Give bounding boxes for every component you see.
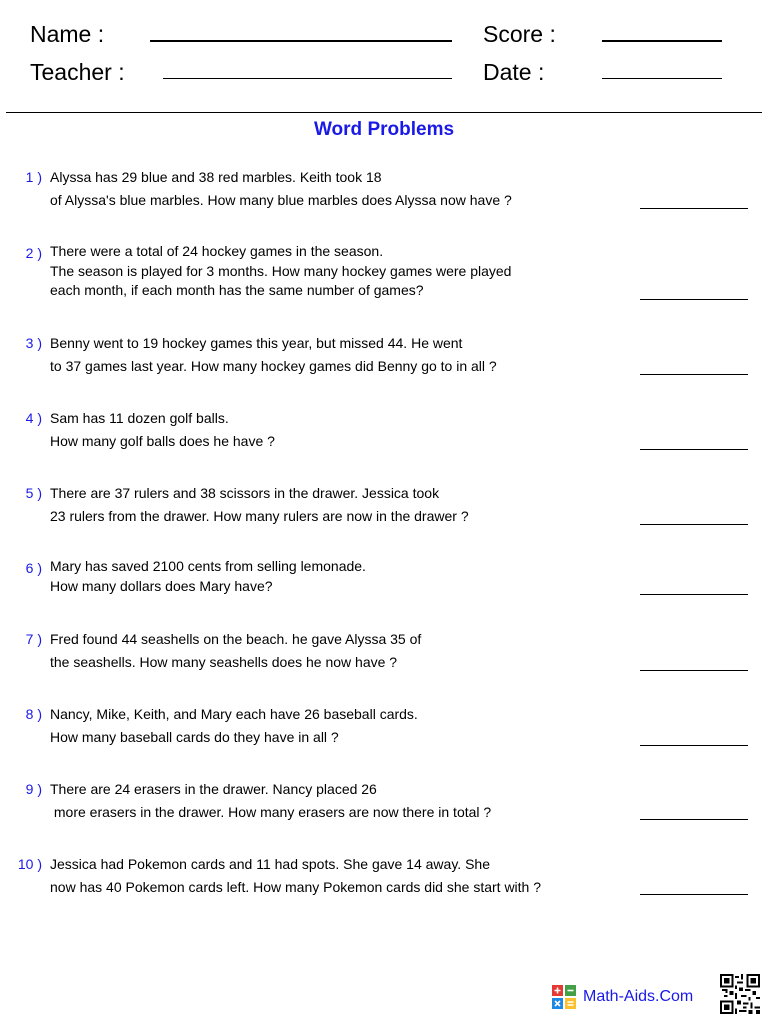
problem-line: now has 40 Pokemon cards left. How many Pokemon cards did she start with ? [50, 879, 542, 895]
answer-line[interactable] [640, 374, 748, 375]
date-field-line[interactable] [602, 78, 722, 79]
problem-line: The season is played for 3 months. How many hockey games were played [50, 262, 512, 279]
answer-line[interactable] [640, 208, 748, 209]
problem-line: Mary has saved 2100 cents from selling lemonade. [50, 558, 366, 574]
answer-line[interactable] [640, 819, 748, 820]
problem-number: 10 ) [17, 856, 42, 872]
answer-line[interactable] [640, 299, 748, 300]
problem-line: Jessica had Pokemon cards and 11 had spots. She gave 14 away. She [50, 856, 490, 872]
answer-line[interactable] [640, 524, 748, 525]
header-divider [6, 112, 762, 113]
answer-line[interactable] [640, 670, 748, 671]
answer-line[interactable] [640, 594, 748, 595]
answer-line[interactable] [640, 894, 748, 895]
problem-text [50, 703, 610, 749]
problem-number: 1 ) [25, 169, 42, 185]
problem-line: 23 rulers from the drawer. How many rulers are now in the drawer ? [50, 508, 469, 524]
answer-line[interactable] [640, 745, 748, 746]
problem-text [50, 778, 610, 824]
problem-number: 5 ) [25, 485, 42, 501]
problem-line: There are 37 rulers and 38 scissors in the drawer. Jessica took [50, 485, 440, 501]
problem-text [50, 482, 610, 528]
qr-code-icon [720, 974, 760, 1014]
name-field-line[interactable] [150, 40, 452, 42]
problem-text [50, 853, 610, 899]
problem-line: How many baseball cards do they have in all ? [50, 729, 339, 745]
answer-line[interactable] [640, 449, 748, 450]
problem-text [50, 166, 610, 212]
problem-line: Benny went to 19 hockey games this year, but missed 44. He went [50, 335, 463, 351]
date-label: Date : [483, 59, 545, 85]
site-name[interactable]: Math-Aids.Com [583, 988, 694, 1005]
problem-number: 8 ) [25, 706, 42, 722]
calculator-icon [552, 985, 576, 1009]
problem-line: There were a total of 24 hockey games in the season. [50, 243, 384, 259]
problem-line: Sam has 11 dozen golf balls. [50, 410, 229, 426]
teacher-label: Teacher : [30, 59, 125, 85]
problem-number: 6 ) [25, 560, 42, 576]
problem-line: more erasers in the drawer. How many erasers are now there in total ? [50, 804, 492, 820]
problem-number: 2 ) [25, 245, 42, 261]
worksheet-title: Word Problems [313, 119, 455, 140]
teacher-field-line[interactable] [163, 78, 452, 79]
problem-text [50, 557, 610, 596]
problem-line: How many dollars does Mary have? [50, 577, 273, 594]
problem-number: 3 ) [25, 335, 42, 351]
problem-text [50, 628, 610, 674]
score-field-line[interactable] [602, 40, 722, 42]
problem-text [50, 407, 610, 453]
score-label: Score : [483, 21, 556, 47]
problem-number: 7 ) [25, 631, 42, 647]
name-label: Name : [30, 21, 105, 47]
problem-line: How many golf balls does he have ? [50, 433, 275, 449]
problem-line: each month, if each month has the same number of games? [50, 282, 424, 298]
problem-text [50, 332, 610, 378]
problem-line: Fred found 44 seashells on the beach. he gave Alyssa 35 of [50, 631, 422, 647]
problem-text [50, 242, 610, 301]
problem-number: 9 ) [25, 781, 42, 797]
problem-line: of Alyssa's blue marbles. How many blue marbles does Alyssa now have ? [50, 192, 512, 208]
problem-line: to 37 games last year. How many hockey games did Benny go to in all ? [50, 358, 497, 374]
problem-line: Alyssa has 29 blue and 38 red marbles. Keith took 18 [50, 169, 382, 185]
problem-line: the seashells. How many seashells does he now have ? [50, 654, 398, 670]
problem-number: 4 ) [25, 410, 42, 426]
problem-line: Nancy, Mike, Keith, and Mary each have 26 baseball cards. [50, 706, 418, 722]
problem-line: There are 24 erasers in the drawer. Nancy placed 26 [50, 781, 377, 797]
